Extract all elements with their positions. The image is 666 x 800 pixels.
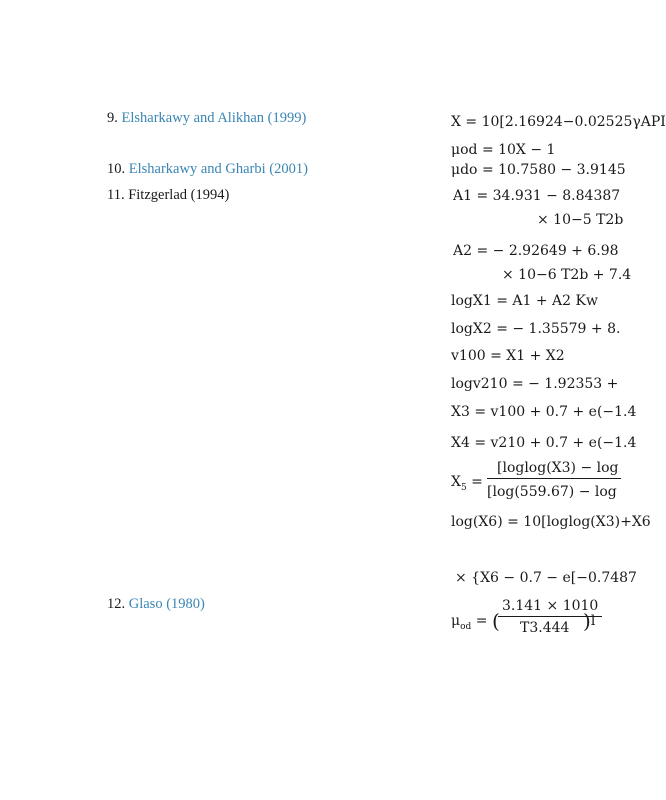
equation-log-v210: logv210 = − 1.92353 +	[451, 376, 619, 392]
equation-log-x2: logX2 = − 1.35579 + 8.	[451, 321, 621, 337]
reference-label-fitzgerlad: Fitzgerlad (1994)	[128, 187, 230, 203]
equation-a2: A2 = − 2.92649 + 6.98	[453, 243, 619, 259]
equation-x5-numerator: [loglog(X3) − log	[487, 460, 621, 479]
equation-mu-od: μod = 10X − 1	[451, 142, 556, 158]
equation-x6-continued: × {X6 − 0.7 − e[−0.7487	[455, 570, 637, 586]
equation-glaso-rhs: )l	[583, 609, 596, 633]
reference-link-elsharkawy-gharbi[interactable]: Elsharkawy and Gharbi (2001)	[128, 161, 308, 177]
equation-x5-lhs: $X_5$ =	[451, 474, 483, 493]
equation-glaso-numerator: 3.141 × 1010	[498, 598, 602, 617]
equation-mu-do: μdo = 10.7580 − 3.9145	[451, 162, 626, 178]
equation-a2-continued: × 10−6 T2b + 7.4	[502, 267, 632, 283]
reference-12	[107, 596, 205, 613]
reference-number: 10.	[107, 161, 126, 177]
right-paren: )	[583, 609, 591, 633]
reference-11	[107, 187, 229, 204]
reference-number: 11.	[107, 187, 125, 203]
reference-number: 12.	[107, 596, 126, 612]
reference-link-elsharkawy-alikhan[interactable]: Elsharkawy and Alikhan (1999)	[121, 110, 307, 126]
equation-glaso-denominator: T3.444	[520, 620, 570, 636]
reference-number: 9.	[107, 110, 118, 126]
equation-a1: A1 = 34.931 − 8.84387	[453, 188, 621, 204]
equation-log-x1: logX1 = A1 + A2 Kw	[451, 293, 598, 309]
equation-v100: v100 = X1 + X2	[451, 348, 565, 364]
equation-log-x6: log(X6) = 10[loglog(X3)+X6	[451, 514, 651, 530]
equation-x3: X3 = v100 + 0.7 + e(−1.4	[451, 404, 637, 420]
reference-10	[107, 161, 308, 178]
left-paren: (	[491, 609, 500, 633]
equation-x-elsharkawy-alikhan: X = 10[2.16924−0.02525γAPI	[451, 114, 666, 130]
equation-x5-denominator: [log(559.67) − log	[487, 484, 617, 500]
reference-link-glaso[interactable]: Glaso (1980)	[128, 596, 205, 612]
equation-glaso-lhs: $\mu_{od}$ = (	[451, 609, 500, 633]
reference-9	[107, 110, 306, 127]
equation-a1-continued: × 10−5 T2b	[537, 212, 624, 228]
equation-x4: X4 = v210 + 0.7 + e(−1.4	[451, 435, 637, 451]
